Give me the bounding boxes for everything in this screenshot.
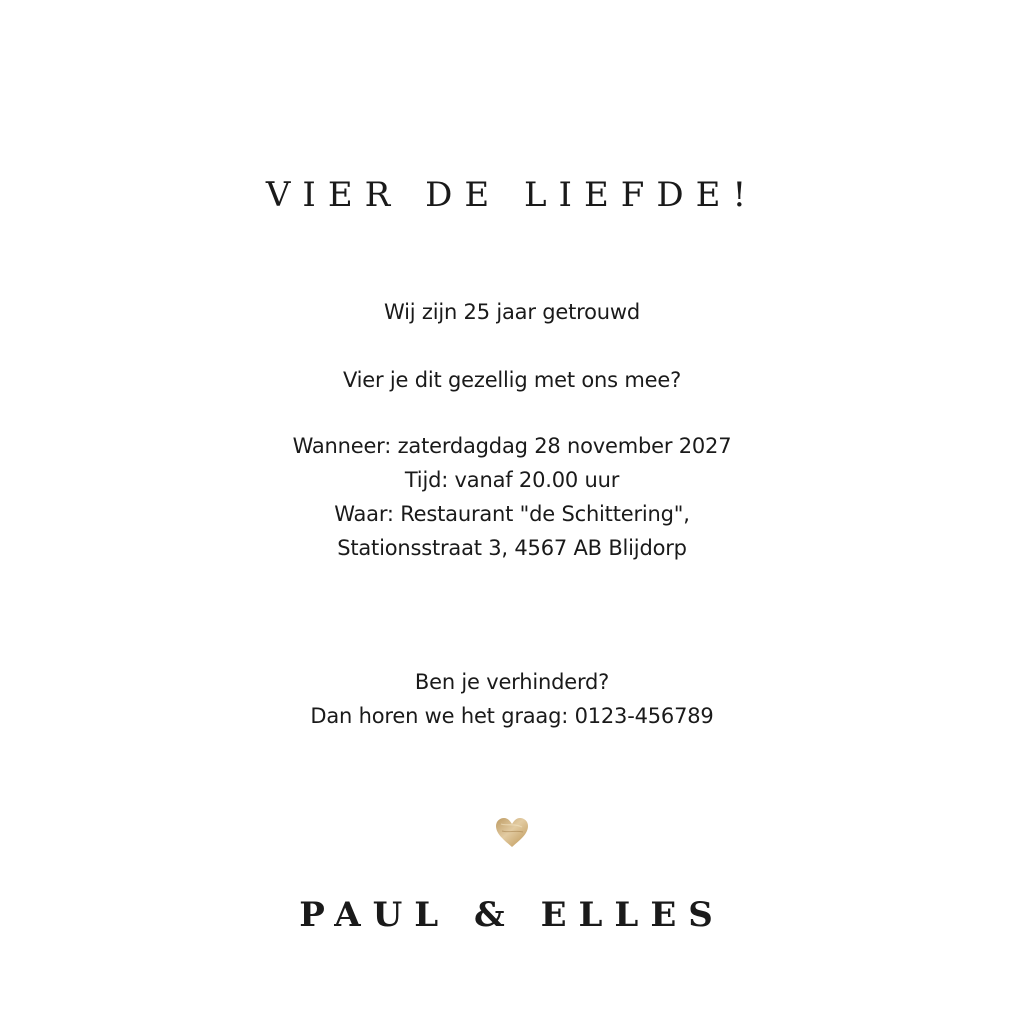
detail-time: Tijd: vanaf 20.00 uur: [404, 468, 620, 492]
intro-line: Wij zijn 25 jaar getrouwd: [384, 300, 640, 324]
event-details: [0, 429, 1024, 565]
question-line: Vier je dit gezellig met ons mee?: [342, 368, 682, 392]
gold-heart-icon: [492, 814, 532, 850]
question-text: [0, 363, 1024, 397]
detail-where: Waar: Restaurant "de Schittering",: [334, 502, 690, 526]
signature: PAUL & ELLES: [299, 895, 725, 935]
regrets-question: Ben je verhinderd?: [414, 670, 610, 694]
detail-when: Wanneer: zaterdagdag 28 november 2027: [292, 434, 732, 458]
card-heading: VIER DE LIEFDE!: [265, 175, 759, 215]
regrets-phone: Dan horen we het graag: 0123-456789: [310, 704, 714, 728]
regrets-text: [0, 665, 1024, 733]
detail-address: Stationsstraat 3, 4567 AB Blijdorp: [337, 536, 687, 560]
intro-text: [0, 295, 1024, 329]
